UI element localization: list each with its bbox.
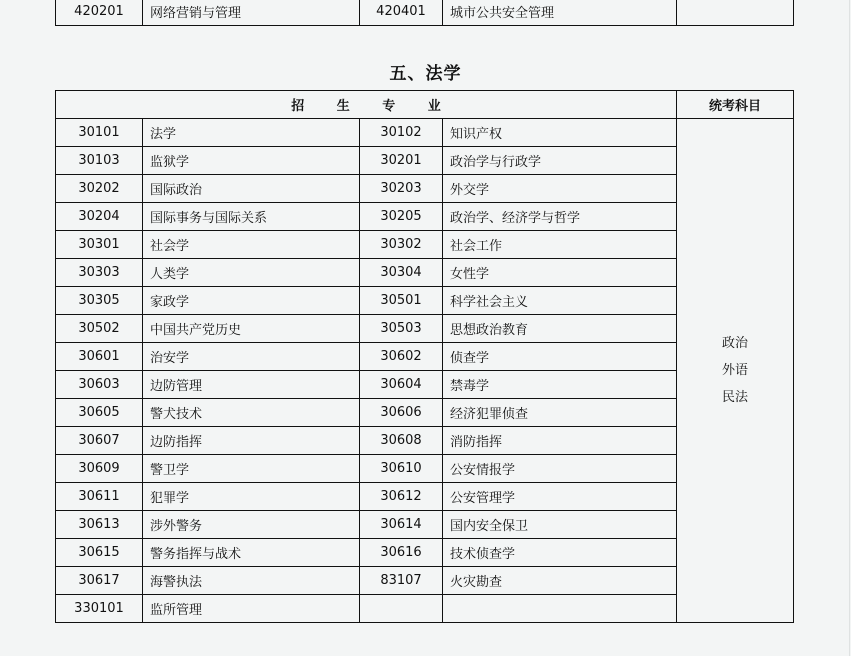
major-name: 火灾勘查 [443, 567, 677, 595]
major-name: 社会工作 [443, 231, 677, 259]
major-name [443, 595, 677, 623]
major-code: 30503 [360, 315, 443, 343]
major-code: 30611 [56, 483, 143, 511]
major-name: 法学 [143, 119, 360, 147]
exam-subjects-cell [677, 119, 794, 623]
table-header-row [56, 91, 794, 119]
major-name: 边防指挥 [143, 427, 360, 455]
table-row [56, 119, 794, 147]
major-name: 国内安全保卫 [443, 511, 677, 539]
page-right-edge [849, 0, 850, 656]
major-code: 30614 [360, 511, 443, 539]
major-code: 30607 [56, 427, 143, 455]
major-code: 30615 [56, 539, 143, 567]
major-name: 国际事务与国际关系 [143, 203, 360, 231]
major-name: 犯罪学 [143, 483, 360, 511]
major-code: 30604 [360, 371, 443, 399]
major-code: 30102 [360, 119, 443, 147]
major-code: 30616 [360, 539, 443, 567]
major-code: 330101 [56, 595, 143, 623]
major-code: 30502 [56, 315, 143, 343]
law-majors-table [55, 90, 794, 623]
major-name: 禁毒学 [443, 371, 677, 399]
major-name: 人类学 [143, 259, 360, 287]
major-code: 30304 [360, 259, 443, 287]
major-code: 30606 [360, 399, 443, 427]
major-code: 30101 [56, 119, 143, 147]
major-code: 30302 [360, 231, 443, 259]
major-name: 思想政治教育 [443, 315, 677, 343]
major-code: 83107 [360, 567, 443, 595]
major-name: 警务指挥与战术 [143, 539, 360, 567]
major-code: 30301 [56, 231, 143, 259]
major-name: 外交学 [443, 175, 677, 203]
major-code: 30612 [360, 483, 443, 511]
major-code [360, 595, 443, 623]
exam-subject: 民法 [721, 390, 748, 405]
major-name: 公安情报学 [443, 455, 677, 483]
major-name: 治安学 [143, 343, 360, 371]
header-enrollment-majors: 招 生 专 业 [56, 91, 677, 119]
exam-subject: 政治 [721, 336, 748, 351]
major-name: 监狱学 [143, 147, 360, 175]
major-name: 国际政治 [143, 175, 360, 203]
major-name: 公安管理学 [443, 483, 677, 511]
major-name: 网络营销与管理 [143, 0, 360, 26]
major-code: 30602 [360, 343, 443, 371]
exam-subject: 外语 [721, 363, 748, 378]
major-code: 30204 [56, 203, 143, 231]
major-name: 城市公共安全管理 [443, 0, 677, 26]
major-code: 420201 [56, 0, 143, 26]
major-name: 边防管理 [143, 371, 360, 399]
major-name: 技术侦查学 [443, 539, 677, 567]
major-name: 消防指挥 [443, 427, 677, 455]
major-name: 家政学 [143, 287, 360, 315]
major-code: 30202 [56, 175, 143, 203]
major-code: 30205 [360, 203, 443, 231]
header-exam-subjects: 统考科目 [677, 91, 794, 119]
major-name: 侦查学 [443, 343, 677, 371]
major-code: 30601 [56, 343, 143, 371]
major-name: 中国共产党历史 [143, 315, 360, 343]
major-code: 420401 [360, 0, 443, 26]
major-code: 30613 [56, 511, 143, 539]
major-name: 经济犯罪侦查 [443, 399, 677, 427]
previous-section-table [55, 0, 794, 26]
major-name: 知识产权 [443, 119, 677, 147]
exam-subjects-cell [677, 0, 794, 26]
major-code: 30305 [56, 287, 143, 315]
major-name: 警卫学 [143, 455, 360, 483]
section-title: 五、法学 [389, 64, 462, 84]
major-code: 30617 [56, 567, 143, 595]
major-name: 政治学、经济学与哲学 [443, 203, 677, 231]
major-name: 政治学与行政学 [443, 147, 677, 175]
table-row [56, 0, 794, 26]
major-code: 30103 [56, 147, 143, 175]
major-name: 科学社会主义 [443, 287, 677, 315]
major-code: 30609 [56, 455, 143, 483]
major-code: 30605 [56, 399, 143, 427]
major-name: 女性学 [443, 259, 677, 287]
major-code: 30608 [360, 427, 443, 455]
major-code: 30501 [360, 287, 443, 315]
major-code: 30303 [56, 259, 143, 287]
major-name: 涉外警务 [143, 511, 360, 539]
major-name: 海警执法 [143, 567, 360, 595]
major-code: 30603 [56, 371, 143, 399]
major-code: 30203 [360, 175, 443, 203]
major-name: 监所管理 [143, 595, 360, 623]
major-name: 社会学 [143, 231, 360, 259]
major-code: 30201 [360, 147, 443, 175]
major-name: 警犬技术 [143, 399, 360, 427]
major-code: 30610 [360, 455, 443, 483]
